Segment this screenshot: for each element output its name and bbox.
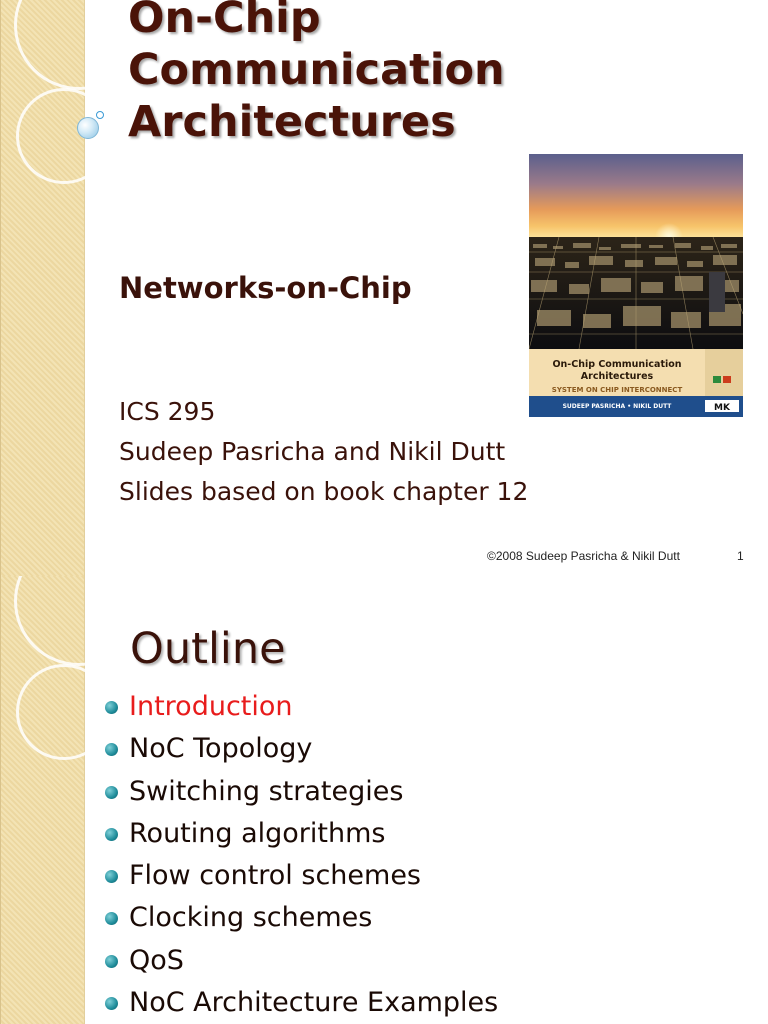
title-line: On-Chip — [128, 0, 321, 43]
slide-footer: ©2008 Sudeep Pasricha & Nikil Dutt — [487, 549, 680, 563]
bullet-icon — [105, 997, 118, 1010]
decorative-ring — [16, 88, 112, 184]
bullet-icon — [105, 743, 118, 756]
band-left-edge — [0, 0, 1, 576]
decorative-bubble — [77, 117, 99, 139]
outline-item-label: Routing algorithms — [129, 817, 386, 849]
info-authors: Sudeep Pasricha and Nikil Dutt — [119, 437, 506, 466]
bullet-icon — [105, 786, 118, 799]
decorative-ring — [16, 664, 112, 760]
info-source: Slides based on book chapter 12 — [119, 477, 529, 506]
bullet-icon — [105, 912, 118, 925]
cover-title-line2: Architectures — [580, 371, 654, 382]
outline-item-label: QoS — [129, 944, 184, 976]
band-left-edge — [0, 576, 1, 1024]
outline-item-flow-control — [105, 855, 498, 897]
slide-subtitle: Networks-on-Chip — [119, 271, 412, 305]
outline-list — [105, 686, 498, 1024]
slide-title: Outline — [130, 624, 286, 674]
bullet-icon — [105, 828, 118, 841]
outline-item-clocking — [105, 897, 498, 939]
outline-item-label: NoC Architecture Examples — [129, 987, 499, 1019]
cover-subtitle: SYSTEM ON CHIP INTERCONNECT — [551, 386, 683, 394]
outline-item-switching — [105, 771, 498, 813]
outline-item-introduction — [105, 686, 498, 728]
info-course: ICS 295 — [119, 397, 216, 426]
bullet-icon — [105, 955, 118, 968]
outline-item-architecture-examples — [105, 982, 498, 1024]
outline-item-label: Switching strategies — [129, 775, 404, 807]
page-number: 1 — [737, 549, 744, 563]
slide-title — [128, 0, 505, 148]
title-line: Communication — [128, 45, 505, 95]
outline-item-label: NoC Topology — [129, 733, 313, 765]
outline-item-label: Clocking schemes — [129, 902, 373, 934]
decorative-bubble-small — [96, 111, 104, 119]
outline-item-noc-topology — [105, 728, 498, 770]
publisher-logo: MK — [714, 403, 730, 413]
outline-item-label: Flow control schemes — [129, 860, 422, 892]
course-info — [119, 392, 528, 512]
bullet-icon — [105, 870, 118, 883]
cover-title-line1: On-Chip Communication — [552, 359, 682, 370]
outline-item-routing — [105, 813, 498, 855]
outline-slide — [0, 576, 768, 1024]
bullet-icon — [105, 701, 118, 714]
book-cover-image — [529, 154, 743, 417]
outline-item-label: Introduction — [129, 691, 293, 722]
title-line: Architectures — [128, 97, 456, 147]
outline-item-qos — [105, 940, 498, 982]
cover-authors: SUDEEP PASRICHA • NIKIL DUTT — [562, 403, 672, 410]
